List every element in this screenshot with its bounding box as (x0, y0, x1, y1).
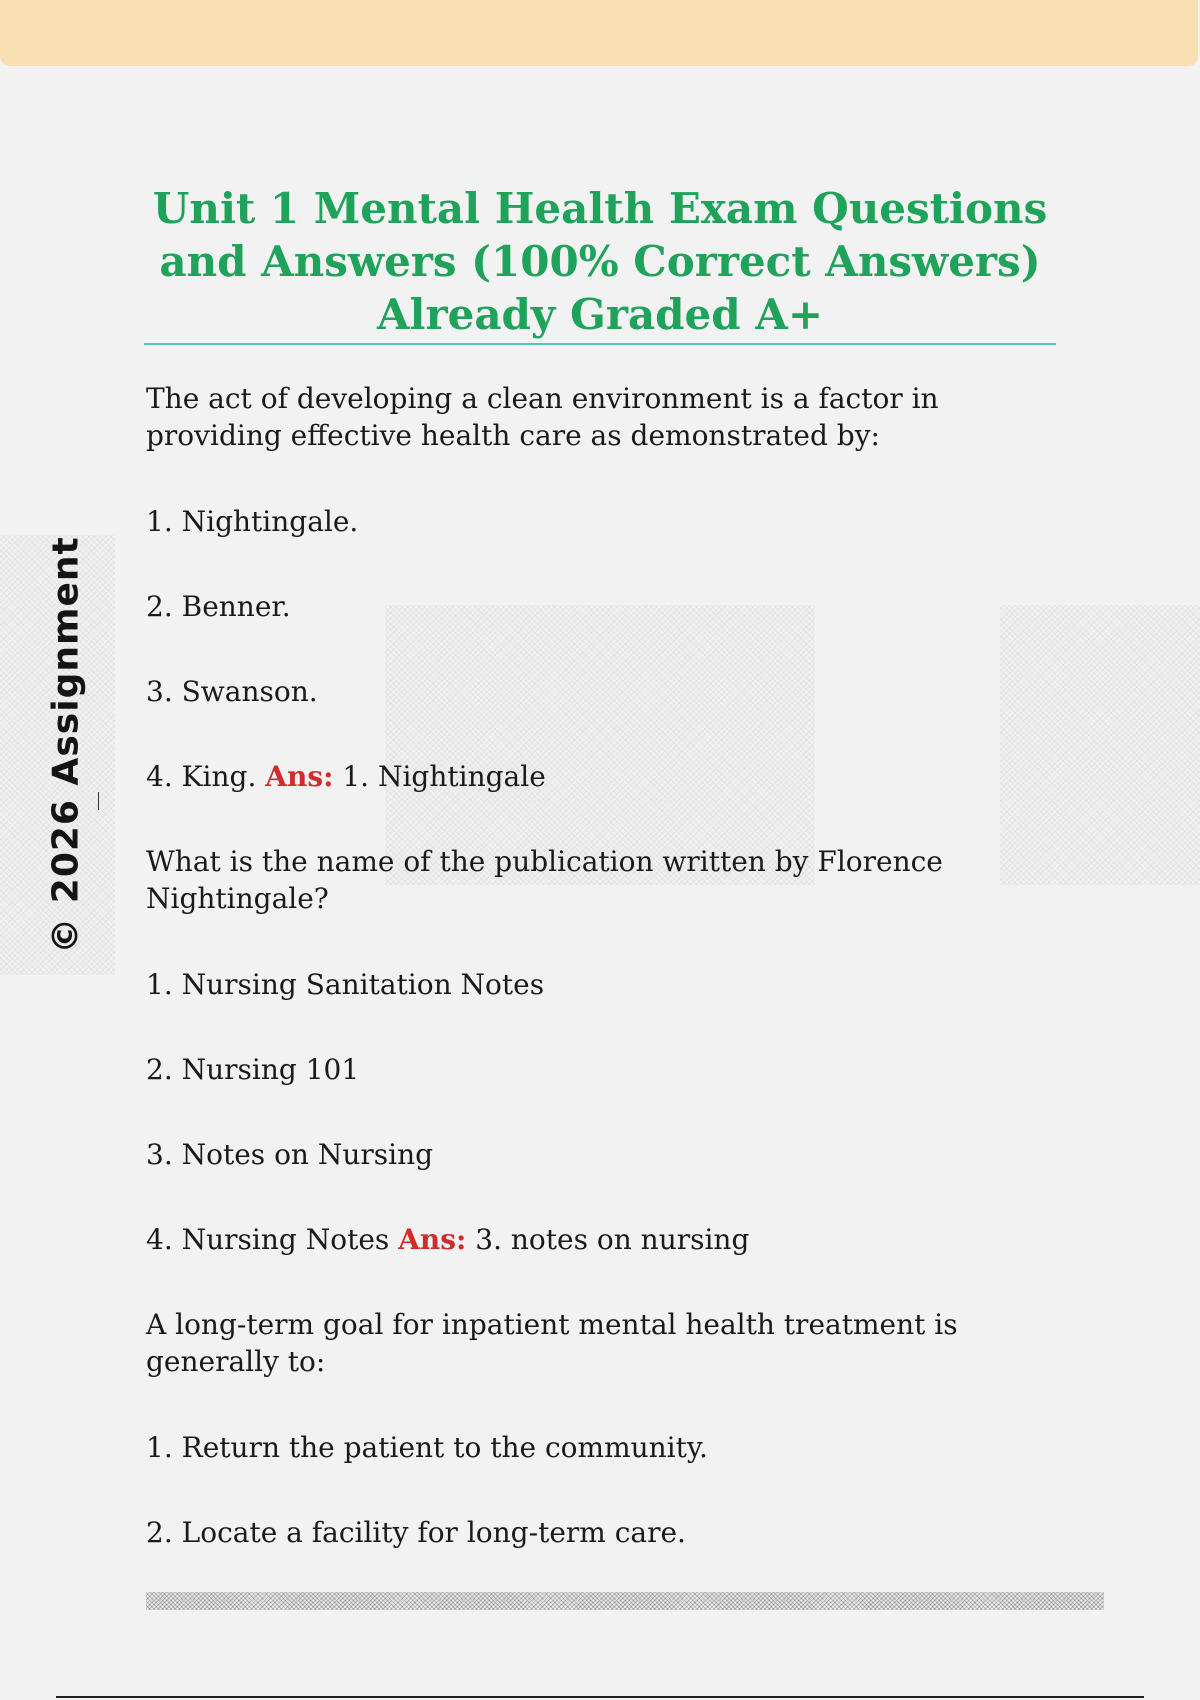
answer-option: 1. Nursing Sanitation Notes (146, 968, 545, 1001)
correct-answer: 1. Nightingale (342, 760, 546, 793)
answer-label: Ans: (265, 760, 334, 793)
correct-answer: 3. notes on nursing (475, 1223, 750, 1256)
answer-option: 3. Swanson. (146, 675, 318, 708)
watermark-mark (98, 792, 99, 810)
copyright-watermark: © 2026 Assignment (45, 536, 87, 954)
answer-option: 4. King. (146, 760, 257, 793)
question-text: The act of developing a clean environment is a factor in providing effective health care as demonstrated by: (146, 382, 939, 452)
page-bottom-rule (56, 1696, 1144, 1698)
answer-option-with-answer (146, 758, 1016, 795)
answer-label: Ans: (398, 1223, 467, 1256)
question-text: What is the name of the publication written by Florence Nightingale? (146, 845, 943, 915)
answer-option: 2. Locate a facility for long-term care. (146, 1516, 686, 1549)
content-fade-divider (146, 1592, 1104, 1610)
document-title: Unit 1 Mental Health Exam Questions and Answers (100% Correct Answers) Already Graded A+ (144, 182, 1056, 345)
question-list (146, 380, 1016, 1551)
top-banner (0, 0, 1198, 66)
answer-option: 4. Nursing Notes (146, 1223, 390, 1256)
question-text: A long-term goal for inpatient mental health treatment is generally to: (146, 1308, 958, 1378)
answer-option: 1. Return the patient to the community. (146, 1431, 708, 1464)
answer-option: 1. Nightingale. (146, 505, 359, 538)
answer-option: 3. Notes on Nursing (146, 1138, 434, 1171)
answer-option: 2. Nursing 101 (146, 1053, 360, 1086)
background-texture (1000, 605, 1200, 885)
answer-option: 2. Benner. (146, 590, 291, 623)
answer-option-with-answer (146, 1221, 1016, 1258)
